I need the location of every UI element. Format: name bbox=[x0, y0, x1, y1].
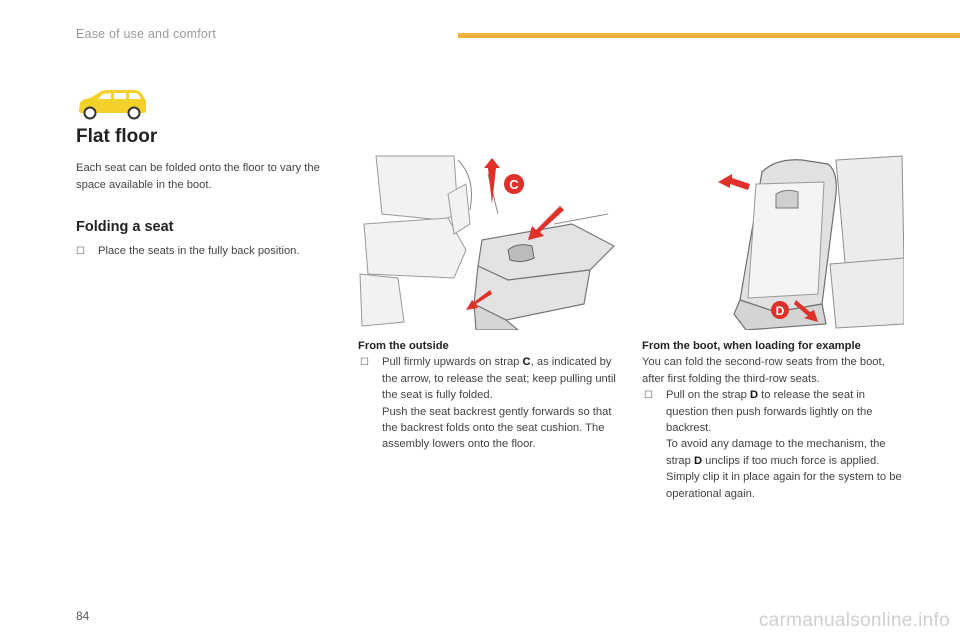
strap-c-ref: C bbox=[522, 356, 531, 369]
outside-bullet bbox=[358, 354, 626, 403]
seat-outside-drawing bbox=[358, 154, 620, 330]
outside-bullet-post: , as indicated by the arrow, to release the seat; keep pulling until the seat is fully folded. bbox=[382, 356, 616, 402]
bullet-text: Place the seats in the fully back position. bbox=[98, 245, 300, 257]
checkbox-bullet-icon: ☐ bbox=[360, 357, 369, 369]
boot-instructions bbox=[642, 338, 908, 502]
strap-d-ref: D bbox=[749, 389, 759, 402]
site-watermark: carmanualsonline.info bbox=[758, 610, 950, 631]
boot-bullet-post: to release the seat in question then push forwards lightly on the backrest. bbox=[666, 389, 873, 435]
outside-continuation: Push the seat backrest gently forwards so that the backrest folds onto the seat cushion. The assembly lowers onto the floor. bbox=[382, 405, 612, 451]
checkbox-bullet-icon: ☐ bbox=[644, 390, 653, 402]
seat-fold-boot-illustration bbox=[716, 154, 904, 330]
boot-cont-post: unclips if too much force is applied. Simply clip it in place again for the system to be operational again. bbox=[666, 454, 902, 500]
checkbox-bullet-icon: ☐ bbox=[76, 246, 85, 257]
car-icon bbox=[76, 88, 148, 120]
outside-bullet-pre: Pull firmly upwards on strap bbox=[382, 356, 523, 369]
page-number: 84 bbox=[76, 609, 90, 623]
boot-cont-pre: To avoid any damage to the mechanism, the strap bbox=[666, 438, 886, 467]
outside-instructions bbox=[358, 338, 626, 453]
seat-boot-drawing bbox=[716, 154, 904, 330]
seat-fold-outside-illustration bbox=[358, 154, 620, 330]
page-title: Flat floor bbox=[76, 126, 158, 147]
section-title-folding: Folding a seat bbox=[76, 219, 174, 235]
boot-continuation bbox=[642, 436, 908, 502]
boot-bullet bbox=[642, 387, 908, 436]
boot-heading: From the boot, when loading for example bbox=[642, 340, 861, 352]
header-accent-bar bbox=[458, 33, 960, 38]
boot-bullet-pre: Pull on the strap bbox=[666, 389, 750, 402]
strap-c-label: C bbox=[509, 177, 519, 192]
boot-intro: You can fold the second-row seats from the boot, after first folding the third-row seats. bbox=[642, 356, 885, 385]
strap-d-label: D bbox=[775, 304, 785, 318]
outside-heading: From the outside bbox=[358, 340, 449, 352]
strap-d-ref-2: D bbox=[693, 454, 703, 467]
section-header: Ease of use and comfort bbox=[76, 27, 217, 41]
instruction-bullet bbox=[76, 243, 346, 260]
intro-text: Each seat can be folded onto the floor to vary the space available in the boot. bbox=[76, 162, 320, 191]
